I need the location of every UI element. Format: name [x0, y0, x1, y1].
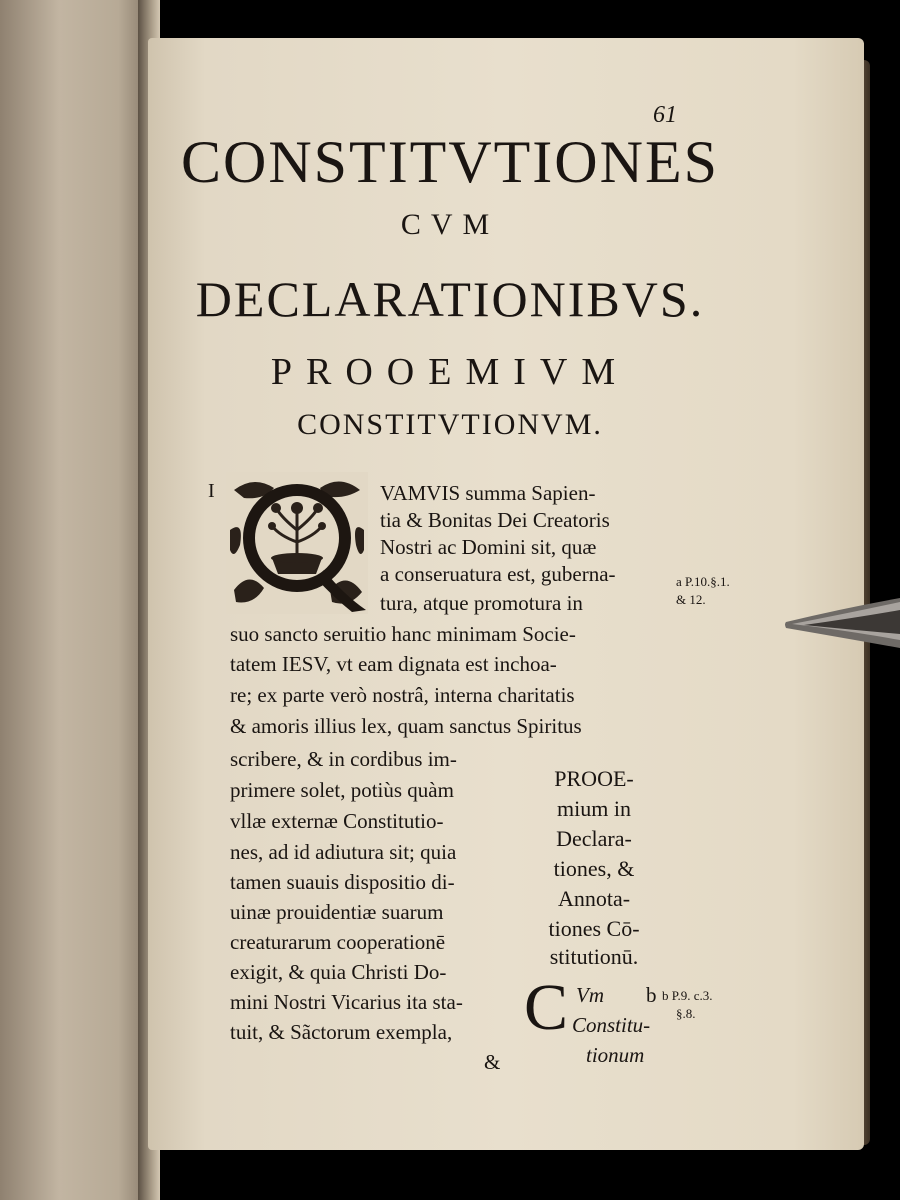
- body-line: Nostri ac Domini sit, quæ: [380, 535, 597, 559]
- declaration-line: Vm: [576, 983, 604, 1007]
- heading-constitutionum: CONSTITVTIONVM.: [297, 408, 603, 441]
- body-line: re; ex parte verò nostrâ, interna charitatis: [230, 683, 575, 707]
- decorated-initial-q-icon: [224, 470, 370, 616]
- side-heading-line: Declara-: [556, 826, 632, 851]
- body-line: exigit, & quia Christi Do-: [230, 960, 447, 984]
- body-line: scribere, & in cordibus im-: [230, 747, 457, 771]
- margin-note-a: a P.10.§.1.: [676, 574, 730, 589]
- page-number: 61: [653, 102, 677, 128]
- body-line: creaturarum cooperationē: [230, 930, 446, 954]
- heading-prooemium: PROOEMIVM: [270, 351, 630, 393]
- body-line: suo sancto seruitio hanc minimam Socie-: [230, 622, 576, 646]
- body-line: primere solet, potiùs quàm: [230, 778, 454, 802]
- body-line: VAMVIS summa Sapien-: [380, 481, 596, 505]
- bookmark-blade-icon: [784, 594, 900, 654]
- declaration-note-letter: b: [646, 983, 657, 1007]
- body-line: nes, ad id adiutura sit; quia: [230, 840, 457, 864]
- side-heading-line: tiones, &: [553, 856, 635, 881]
- title-constitutiones: CONSTITVTIONES: [181, 129, 719, 195]
- body-line: tatem IESV, vt eam dignata est inchoa-: [230, 652, 557, 676]
- body-line: uinæ prouidentiæ suarum: [230, 900, 444, 924]
- body-line: & amoris illius lex, quam sanctus Spiritus: [230, 714, 582, 738]
- margin-note-b: §.8.: [676, 1006, 696, 1021]
- declaration-line: Constitu-: [572, 1013, 651, 1037]
- declaration-line: tionum: [586, 1043, 645, 1067]
- body-line: a conseruatura est, guberna-: [380, 562, 616, 586]
- margin-note-a: & 12.: [676, 592, 706, 607]
- body-line: vllæ externæ Constitutio-: [230, 809, 444, 833]
- body-line: tura, atque promotura in: [380, 591, 583, 615]
- title-declarationibus: DECLARATIONIBVS.: [195, 271, 705, 327]
- side-heading-line: tiones Cō-: [548, 916, 640, 941]
- body-line: tia & Bonitas Dei Creatoris: [380, 508, 610, 532]
- body-line: mini Nostri Vicarius ita sta-: [230, 990, 463, 1014]
- side-heading-line: stitutionū.: [549, 944, 639, 969]
- side-heading-line: Annota-: [557, 886, 631, 911]
- title-cum: CVM: [400, 208, 500, 241]
- body-line: &: [484, 1050, 501, 1074]
- side-heading-line: PROOE-: [554, 766, 634, 791]
- side-heading-line: mium in: [557, 796, 631, 821]
- section-number: I: [208, 480, 215, 502]
- body-line: tamen suauis dispositio di-: [230, 870, 455, 894]
- declaration-initial: C: [524, 971, 569, 1044]
- margin-note-b: b P.9. c.3.: [662, 988, 713, 1003]
- body-line: tuit, & Sãctorum exempla,: [230, 1020, 453, 1044]
